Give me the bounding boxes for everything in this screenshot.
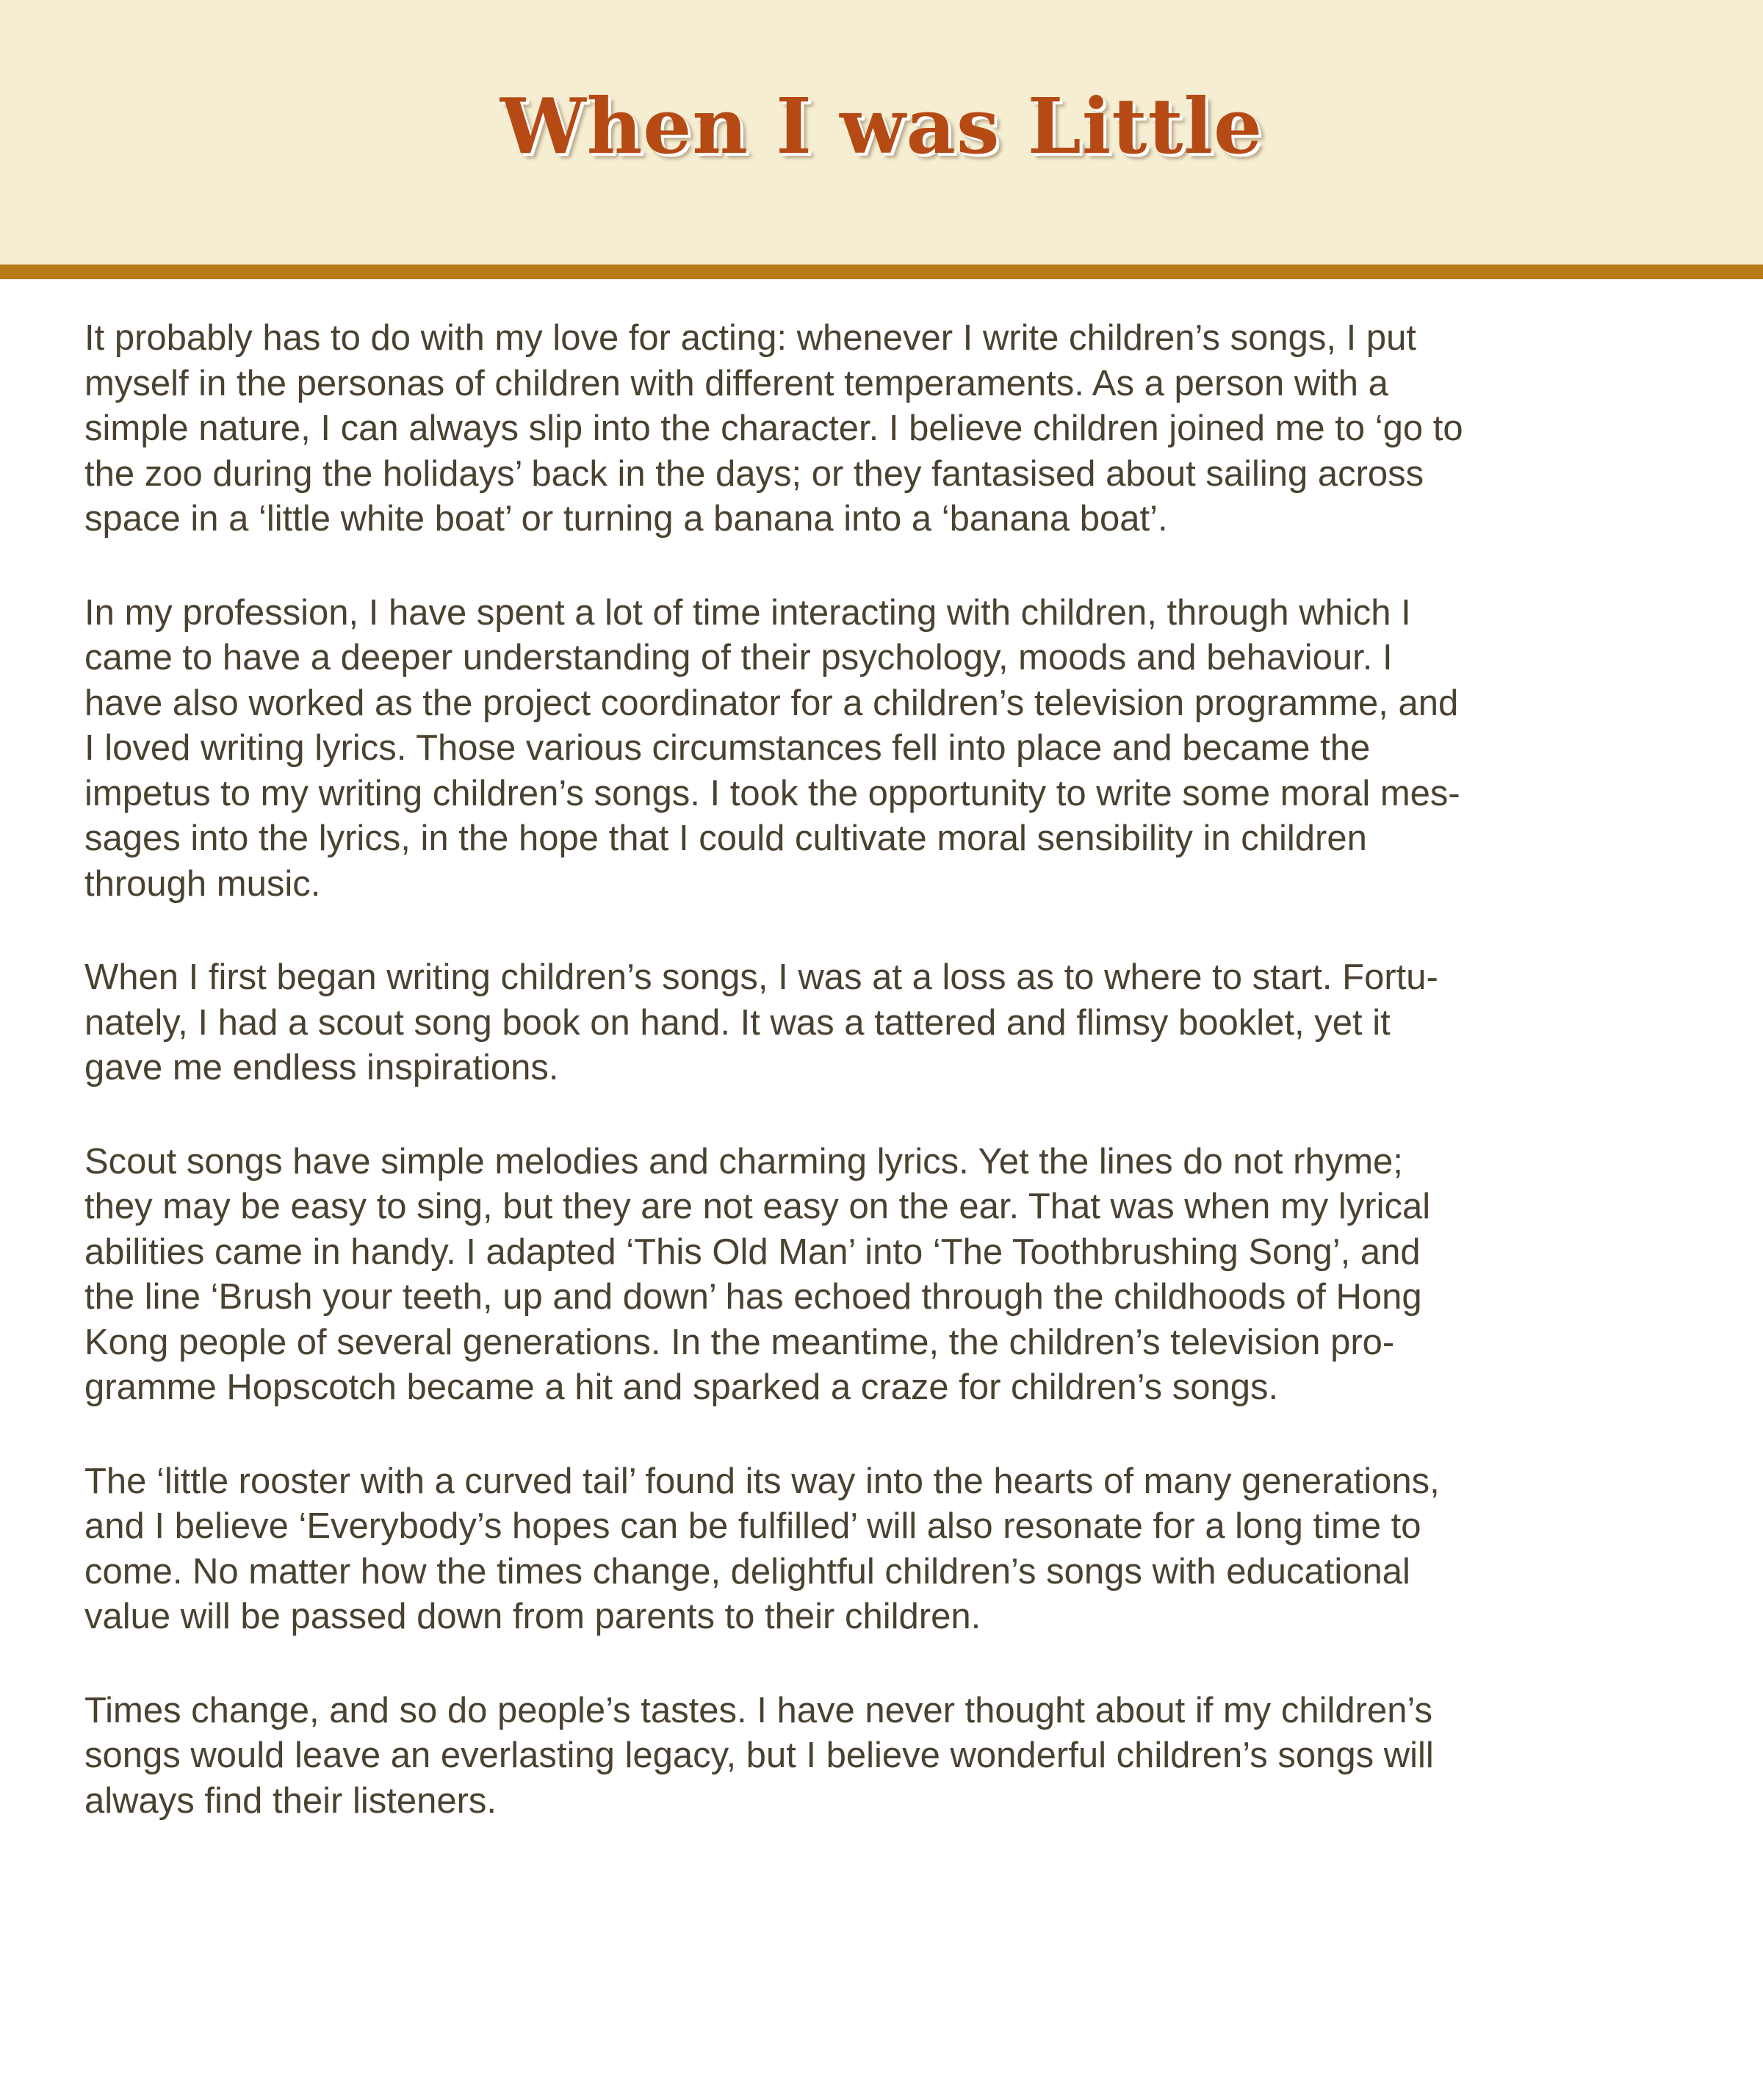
page-title: When I was Little [500, 81, 1263, 171]
paragraph: Times change, and so do people’s tastes. I have never thought about if my children’s songs would leave an everlasting legacy, but I believe wonderful children’s songs will always find their listeners. [84, 1690, 1434, 1821]
paragraph: When I first began writing children’s songs, I was at a loss as to where to start. Fortu- nately, I had a scout song book on hand. It was a tattered and flimsy booklet, yet it gave me endless inspirations. [84, 957, 1438, 1087]
article-body [84, 316, 1701, 1872]
paragraph: In my profession, I have spent a lot of time interacting with children, through which I came to have a deeper understanding of their psychology, moods and behaviour. I have also worked as the project coordinator for a children’s television programme, and I loved writing lyrics. Those various circumstances fell into place and became the impetus to my writing children’s songs. I took the opportunity to write some moral mes- sages into the lyrics, in the hope that I could cultivate moral sensibility in children through music. [84, 592, 1460, 904]
paragraph: The ‘little rooster with a curved tail’ found its way into the hearts of many generations, and I believe ‘Everybody’s hopes can be fulfilled’ will also resonate for a long time to come. No matter how the times change, delightful children’s songs with educational value will be passed down from parents to their children. [84, 1461, 1440, 1636]
header-banner [0, 0, 1763, 265]
paragraph: Scout songs have simple melodies and charming lyrics. Yet the lines do not rhyme; they may be easy to sing, but they are not easy on the ear. That was when my lyrical abilities came in handy. I adapted ‘This Old Man’ into ‘The Toothbrushing Song’, and the line ‘Brush your teeth, up and down’ has echoed through the childhoods of Hong Kong people of several generations. In the meantime, the children’s television pro- gramme Hopscotch became a hit and sparked a craze for children’s songs. [84, 1141, 1431, 1407]
header-divider [0, 265, 1763, 279]
paragraph: It probably has to do with my love for acting: whenever I write children’s songs, I put myself in the personas of children with different temperaments. As a person with a simple nature, I can always slip into the character. I believe children joined me to ‘go to the zoo during the holidays’ back in the days; or they fantasised about sailing across space in a ‘little white boat’ or turning a banana into a ‘banana boat’. [84, 318, 1463, 539]
